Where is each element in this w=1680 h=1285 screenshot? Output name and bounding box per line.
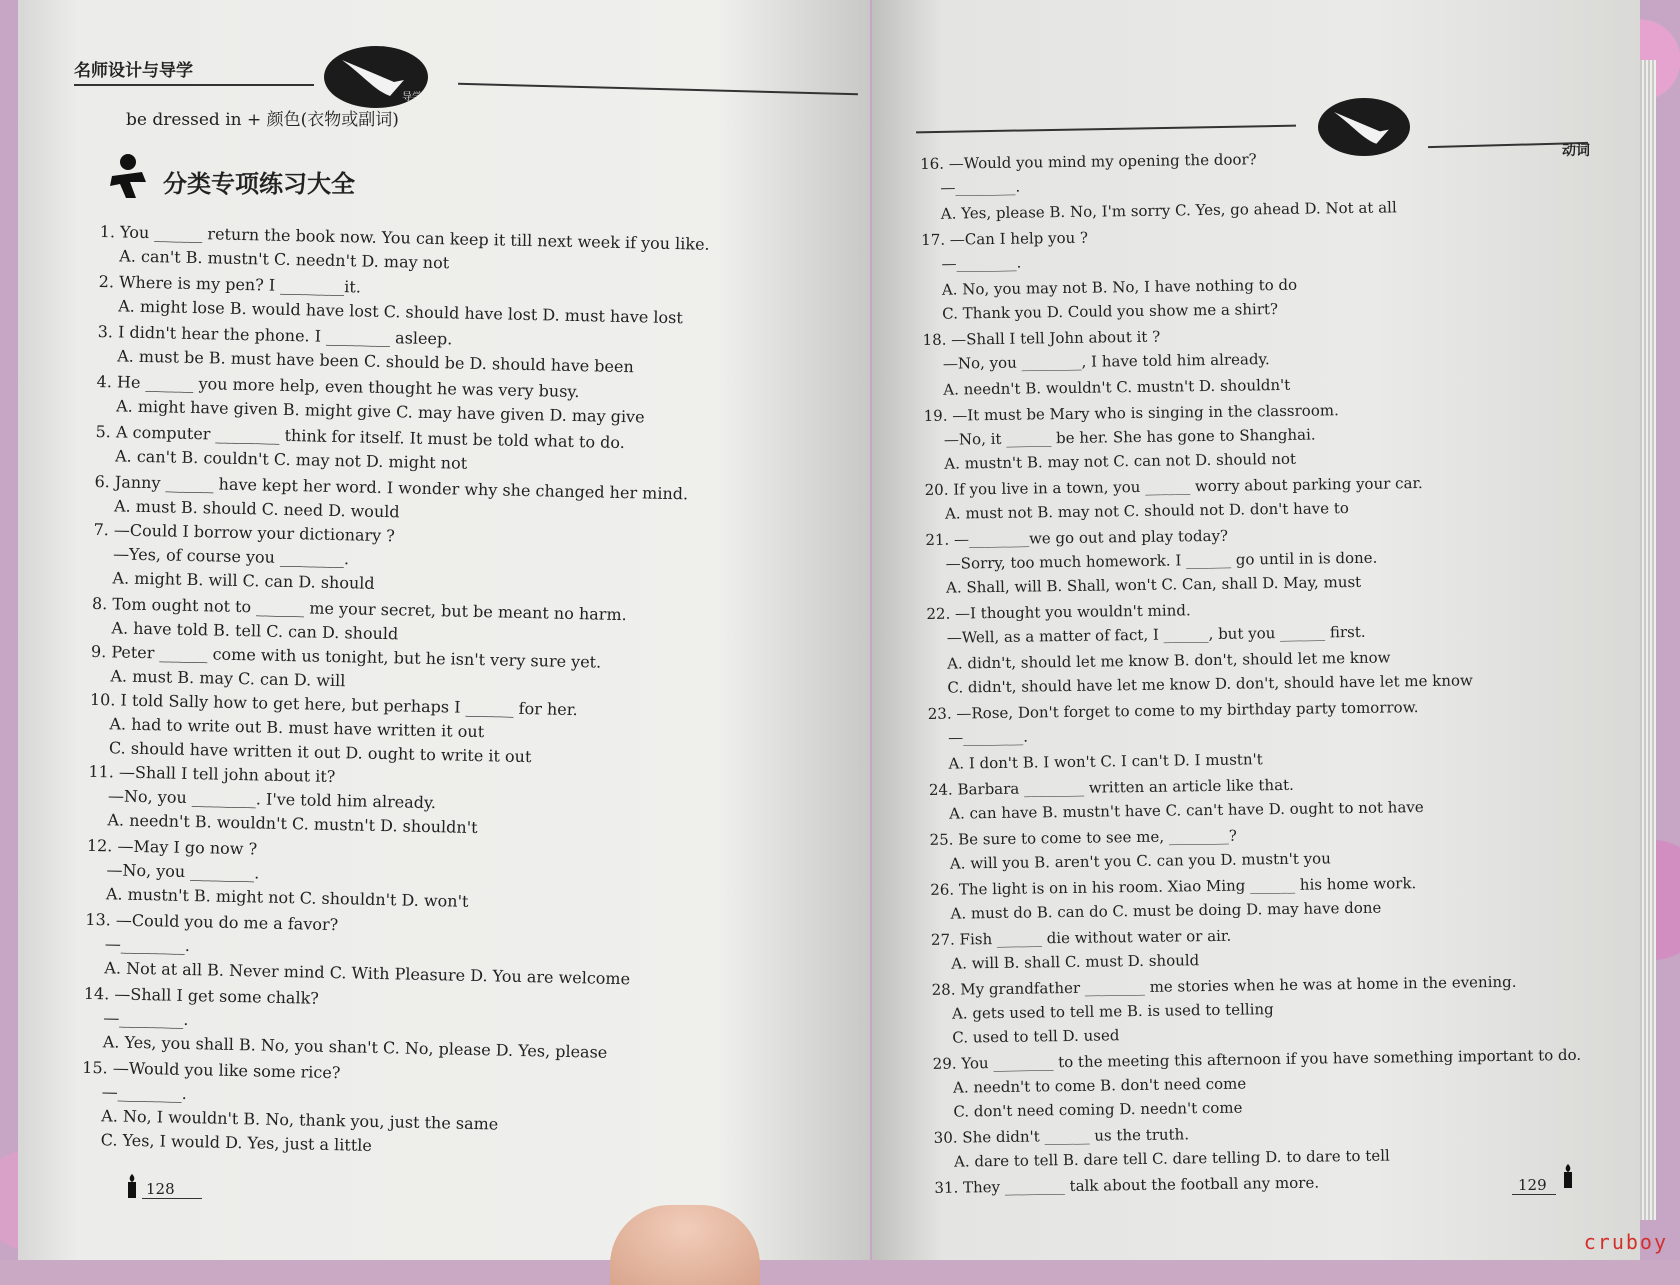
intro-line: be dressed in + 颜色(衣物或副词) bbox=[126, 110, 399, 130]
question-line: 12. —May I go now ? bbox=[86, 835, 258, 859]
left-header-rule bbox=[74, 84, 314, 86]
option-line: C. should have written it out D. ought to write it out bbox=[108, 738, 532, 767]
option-line: A. needn't B. wouldn't C. mustn't D. shouldn't bbox=[943, 375, 1291, 399]
option-line: A. must do B. can do C. must be doing D. may have done bbox=[950, 898, 1382, 923]
question-line: —________. bbox=[101, 1082, 188, 1104]
question-line: 9. Peter ______ come with us tonight, but he isn't very sure yet. bbox=[90, 641, 602, 672]
option-line: A. Yes, please B. No, I'm sorry C. Yes, go ahead D. Not at all bbox=[940, 198, 1397, 223]
option-line: A. must be B. must have been C. should be D. should have been bbox=[117, 346, 634, 377]
question-line: 20. If you live in a town, you ______ worry about parking your car. bbox=[924, 474, 1423, 499]
option-line: A. might have given B. might give C. may have given D. may give bbox=[115, 396, 645, 427]
question-line: —No, you ________. bbox=[106, 860, 260, 883]
option-line: A. can have B. mustn't have C. can't have D. ought to not have bbox=[949, 798, 1424, 823]
left-page bbox=[18, 0, 870, 1260]
option-line: A. will B. shall C. must D. should bbox=[951, 951, 1200, 973]
running-person-icon bbox=[102, 152, 152, 202]
right-page-number: 129 bbox=[1518, 1176, 1547, 1194]
left-page-number: 128 bbox=[146, 1180, 175, 1198]
question-line: 11. —Shall I tell john about it? bbox=[88, 761, 336, 787]
option-line: A. No, you may not B. No, I have nothing to do bbox=[941, 275, 1298, 299]
question-line: 15. —Would you like some rice? bbox=[82, 1057, 341, 1083]
left-header-rule-2 bbox=[458, 83, 858, 95]
question-line: —Sorry, too much homework. I ______ go until in is done. bbox=[945, 548, 1378, 573]
question-line: 18. —Shall I tell John about it ? bbox=[922, 327, 1161, 349]
question-line: —Yes, of course you ________. bbox=[112, 544, 350, 569]
section-title: 分类专项练习大全 bbox=[163, 170, 355, 198]
right-page bbox=[872, 0, 1640, 1260]
question-line: 14. —Shall I get some chalk? bbox=[83, 983, 320, 1008]
question-line: —________. bbox=[948, 727, 1029, 747]
option-line: C. didn't, should have let me know D. don't, should have let me know bbox=[947, 671, 1473, 697]
candle-icon bbox=[1560, 1164, 1576, 1188]
left-foot-rule bbox=[142, 1198, 202, 1199]
option-line: C. used to tell D. used bbox=[952, 1026, 1120, 1047]
question-line: —No, you ________, I have told him already. bbox=[942, 350, 1270, 373]
question-line: 19. —It must be Mary who is singing in the classroom. bbox=[923, 401, 1339, 425]
logo-text: 导学 bbox=[402, 92, 422, 103]
question-line: 25. Be sure to come to see me, ________? bbox=[929, 826, 1238, 849]
question-line: 27. Fish ______ die without water or air. bbox=[930, 926, 1232, 949]
question-line: 13. —Could you do me a favor? bbox=[85, 909, 339, 935]
option-line: A. have told B. tell C. can D. should bbox=[111, 618, 399, 644]
question-line: 23. —Rose, Don't forget to come to my birthday party tomorrow. bbox=[927, 698, 1419, 723]
question-line: 10. I told Sally how to get here, but perhaps I ______ for her. bbox=[89, 689, 578, 720]
option-line: A. didn't, should let me know B. don't, should let me know bbox=[946, 648, 1391, 673]
question-line: —________. bbox=[940, 177, 1021, 197]
question-line: 16. —Would you mind my opening the door? bbox=[920, 150, 1257, 173]
question-line: 30. She didn't ______ us the truth. bbox=[933, 1125, 1190, 1147]
option-line: A. mustn't B. might not C. shouldn't D. won't bbox=[105, 884, 469, 911]
left-header: 名师设计与导学 bbox=[74, 61, 193, 81]
question-line: 7. —Could I borrow your dictionary ? bbox=[93, 519, 396, 546]
question-line: 6. Janny ______ have kept her word. I wonder why she changed her mind. bbox=[94, 471, 689, 504]
candle-icon bbox=[124, 1174, 140, 1198]
option-line: A. must B. may C. can D. will bbox=[110, 666, 346, 691]
question-line: 28. My grandfather ________ me stories when he was at home in the evening. bbox=[931, 972, 1517, 999]
watermark: cruboy bbox=[1583, 1230, 1668, 1254]
question-line: 5. A computer ________ think for itself. It must be told what to do. bbox=[95, 421, 626, 453]
question-line: —________. bbox=[104, 934, 191, 956]
option-line: A. must not B. may not C. should not D. don't have to bbox=[944, 499, 1350, 523]
option-line: A. needn't B. wouldn't C. mustn't D. shouldn't bbox=[107, 810, 478, 838]
right-header: 动词 bbox=[1562, 143, 1590, 159]
option-line: A. can't B. mustn't C. needn't D. may not bbox=[119, 246, 450, 273]
question-line: 29. You ________ to the meeting this afternoon if you have something important to do. bbox=[932, 1045, 1582, 1073]
question-line: 31. They ________ talk about the football any more. bbox=[934, 1173, 1320, 1197]
question-line: 17. —Can I help you ? bbox=[921, 228, 1089, 249]
question-line: 1. You ______ return the book now. You can keep it till next week if you like. bbox=[99, 222, 710, 254]
right-foot-rule bbox=[1512, 1194, 1556, 1195]
option-line: A. needn't to come B. don't need come bbox=[952, 1074, 1247, 1097]
option-line: A. gets used to tell me B. is used to telling bbox=[951, 1000, 1274, 1023]
option-line: A. Not at all B. Never mind C. With Pleasure D. You are welcome bbox=[104, 958, 631, 989]
option-line: A. will you B. aren't you C. can you D. mustn't you bbox=[949, 849, 1331, 873]
option-line: A. mustn't B. may not C. can not D. should not bbox=[944, 449, 1297, 473]
question-line: 26. The light is on in his room. Xiao Ming ______ his home work. bbox=[930, 874, 1417, 899]
option-line: A. can't B. couldn't C. may not D. might not bbox=[114, 446, 468, 473]
question-line: —No, you ________. I've told him already. bbox=[107, 786, 437, 813]
option-line: C. don't need coming D. needn't come bbox=[953, 1098, 1243, 1121]
option-line: A. Yes, you shall B. No, you shan't C. No, please D. Yes, please bbox=[102, 1032, 608, 1062]
option-line: A. I don't B. I won't C. I can't D. I mustn't bbox=[948, 750, 1263, 773]
question-line: —________. bbox=[941, 253, 1022, 273]
right-header-rule bbox=[916, 125, 1296, 134]
option-line: A. must B. should C. need D. would bbox=[113, 496, 400, 522]
question-line: —________. bbox=[103, 1008, 189, 1030]
option-line: A. might B. will C. can D. should bbox=[112, 568, 375, 593]
question-line: 2. Where is my pen? I ________it. bbox=[98, 271, 362, 297]
option-line: A. No, I wouldn't B. No, thank you, just the same bbox=[101, 1106, 499, 1134]
left-question-list bbox=[82, 222, 840, 1155]
option-line: C. Thank you D. Could you show me a shirt? bbox=[942, 300, 1279, 323]
option-line: A. might lose B. would have lost C. should have lost D. must have lost bbox=[118, 296, 683, 328]
question-line: —Well, as a matter of fact, I ______, but you ______ first. bbox=[946, 622, 1366, 647]
book-logo-icon bbox=[1318, 98, 1410, 156]
question-line: —No, it ______ be her. She has gone to Shanghai. bbox=[943, 425, 1316, 449]
question-line: 3. I didn't hear the phone. I ________ asleep. bbox=[97, 321, 453, 349]
question-line: 4. He ______ you more help, even thought he was very busy. bbox=[96, 371, 580, 402]
book-logo-icon bbox=[324, 46, 428, 108]
option-line: C. Yes, I would D. Yes, just a little bbox=[100, 1130, 373, 1155]
option-line: A. dare to tell B. dare tell C. dare telling D. to dare to tell bbox=[953, 1146, 1390, 1171]
question-line: 8. Tom ought not to ______ me your secret, but be meant no harm. bbox=[91, 593, 627, 625]
question-line: 21. —________we go out and play today? bbox=[925, 526, 1229, 549]
question-line: 22. —I thought you wouldn't mind. bbox=[926, 601, 1191, 623]
question-line: 24. Barbara ________ written an article like that. bbox=[928, 775, 1295, 799]
option-line: A. Shall, will B. Shall, won't C. Can, shall D. May, must bbox=[945, 572, 1362, 597]
page-edge bbox=[1640, 60, 1656, 1220]
option-line: A. had to write out B. must have written it out bbox=[109, 714, 485, 742]
